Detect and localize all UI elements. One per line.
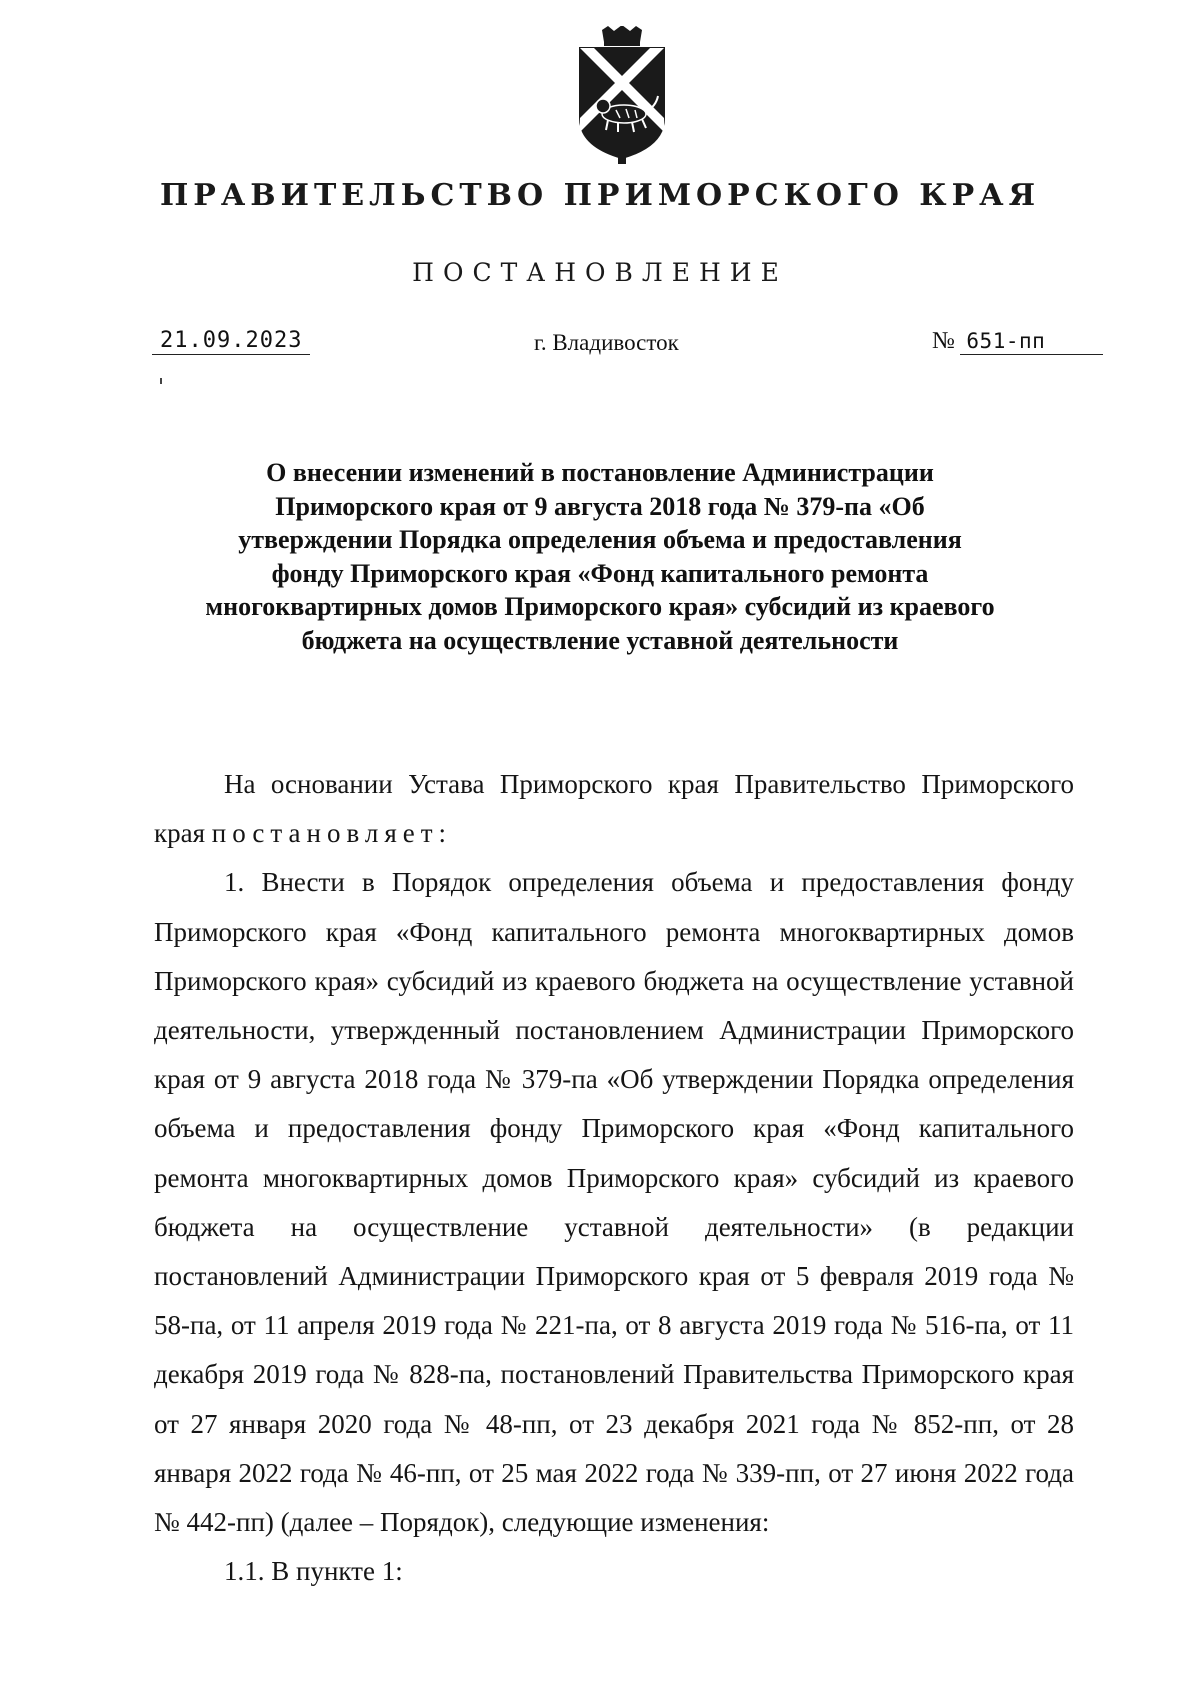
item-1-paragraph: 1. Внести в Порядок определения объема и предоставления фонду Приморского края «Фонд капитального ремонта многоквартирных домов Приморского края» субсидий из краевого бюджета на осуществление уставной деятельности, утвержденный постановлением Администрации Приморского края от 9 августа 2018 года № 379-па «Об утверждении Порядка определения объема и предоставления фонду Приморского края «Фонд капитального ремонта многоквартирных домов Приморского края» субсидий из краевого бюджета на осуществление уставной деятельности» (в редакции постановлений Администрации Приморского края от 5 февраля 2019 года № 58-па, от 11 апреля 2019 года № 221-па, от 8 августа 2019 года № 516-па, от 11 декабря 2019 года № 828-па, постановлений Правительства Приморского края от 27 января 2020 года № 48-пп, от 23 декабря 2021 года № 852-пп, от 28 января 2022 года № 46-пп, от 25 мая 2022 года № 339-пп, от 27 июня 2022 года № 442-пп) (далее – Порядок), следующие изменения: (154, 867, 1074, 1538)
crown-icon (602, 26, 642, 46)
document-body (154, 760, 1074, 1596)
document-title: О внесении изменений в постановление Администрации Приморского края от 9 августа 2018 года № 379-па «Об утверждении Порядка определения объема и предоставления фонду Приморского края «Фонд капитального ремонта многоквартирных домов Приморского края» субсидий из краевого бюджета на осуществление уставной деятельности (205, 458, 995, 655)
document-city: г. Владивосток (534, 330, 679, 355)
document-date: 21.09.2023 (152, 328, 310, 355)
document-number: 651-пп (960, 329, 1103, 355)
number-sign: № (932, 328, 955, 354)
document-meta-row (0, 328, 1200, 368)
document-type: ПОСТАНОВЛЕНИЕ (412, 258, 788, 287)
item-1-1-paragraph: 1.1. В пункте 1: (224, 1556, 403, 1587)
document-number-group (932, 328, 1103, 355)
preamble-paragraph (154, 760, 1074, 858)
primorsky-coat-of-arms-icon (572, 26, 672, 164)
scan-artifact-mark (160, 378, 162, 384)
government-title: ПРАВИТЕЛЬСТВО ПРИМОРСКОГО КРАЯ (159, 178, 1041, 213)
preamble-text: На основании Устава Приморского края Правительство Приморского края (154, 769, 1074, 849)
resolves-word: постановляет: (211, 818, 453, 849)
